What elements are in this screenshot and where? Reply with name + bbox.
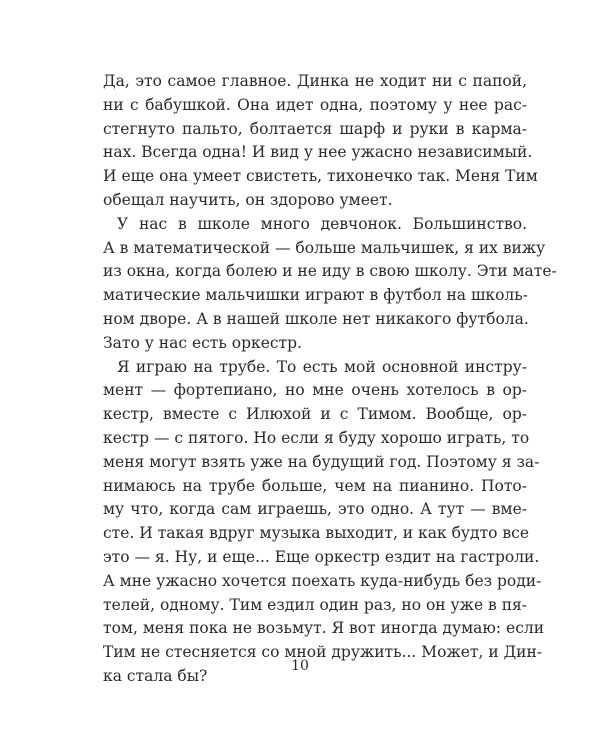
text-line: из окна, когда болею и не иду в свою школу. Эти мате- [103,262,557,281]
text-line: меня могут взять уже на будущий год. Поэтому я за- [103,452,540,471]
text-line: матические мальчишки играют в футбол на школь- [103,286,528,305]
text-line: нимаюсь на трубе больше, чем на пианино. Пото- [103,476,527,495]
text-line: кестр — с пятого. Но если я буду хорошо играть, то [103,428,530,447]
text-line: му что, когда сам играешь, это одно. А тут — вме- [103,500,527,519]
text-line: это — я. Ну, и еще... Еще оркестр ездит на гастроли. [103,547,540,566]
text-line: телей, одному. Тим ездил один раз, но он уже в пя- [103,595,528,614]
page-number: 10 [291,658,309,674]
text-line: обещал научить, он здорово умеет. [103,190,393,209]
text-line: Да, это самое главное. Динка не ходит ни с папой, [103,72,527,90]
text-line: мент — фортепиано, но мне очень хотелось в ор- [103,381,527,400]
text-line: ном дворе. А в нашей школе нет никакого футбола. [103,309,529,328]
text-line: У нас в школе много девчонок. Большинство. [117,214,527,233]
text-line: стегнуто пальто, болтается шарф и руки в карма- [103,119,527,138]
text-line: том, меня пока не возьмут. Я вот иногда думаю: если [103,619,545,638]
text-line: Я играю на трубе. То есть мой основной инстру- [117,357,527,376]
text-line: нах. Всегда одна! И вид у нее ужасно независимый. [103,143,533,162]
text-line: Тим не стесняется со мной дружить... Может, и Дин- [103,643,543,662]
text-line: ни с бабушкой. Она идет одна, поэтому у нее рас- [103,95,527,114]
text-line: ка стала бы? [103,666,208,685]
text-line: кестр, вместе с Илюхой и с Тимом. Вообще, ор- [103,405,527,424]
body-text [103,70,557,689]
text-line: А мне ужасно хочется поехать куда-нибудь без роди- [103,571,542,590]
text-line: сте. И такая вдруг музыка выходит, и как будто все [103,524,530,543]
text-line: А в математической — больше мальчишек, я их вижу [103,238,546,257]
text-line: Зато у нас есть оркестр. [103,333,302,352]
text-line: И еще она умеет свистеть, тихонечко так. Меня Тим [103,167,538,186]
